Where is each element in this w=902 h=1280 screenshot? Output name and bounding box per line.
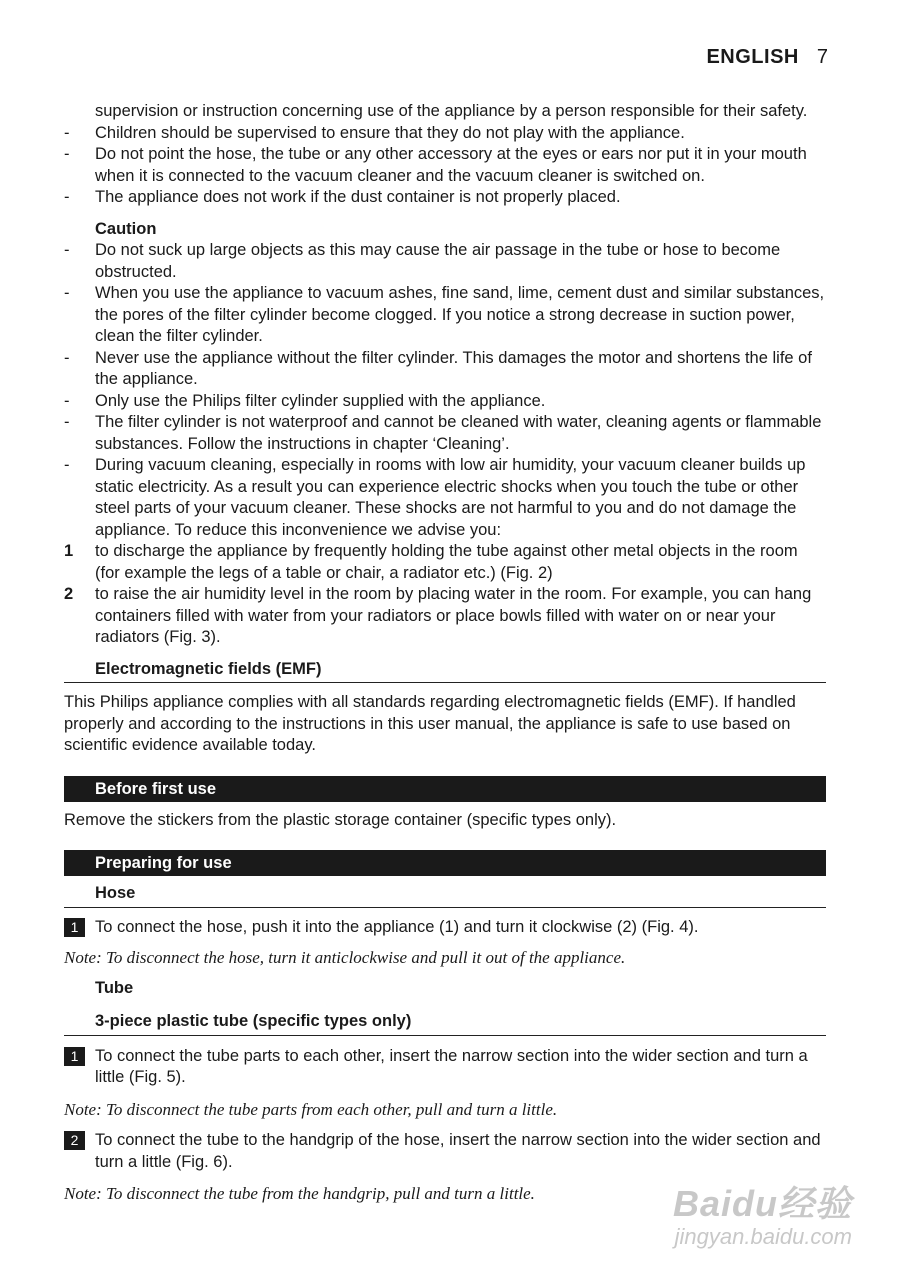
page-number: 7	[816, 46, 828, 68]
watermark-logo: Baidu经验	[672, 1183, 852, 1224]
dash-marker: -	[64, 145, 70, 163]
page-header	[706, 45, 828, 69]
numbered-item: 2 to raise the air humidity level in the room by placing water in the room. For example, you can hang containers filled with water from your radiators or place bowls filled with water on or near your radiators (Fig. 3).	[64, 585, 812, 646]
dash-marker: -	[64, 348, 70, 367]
page-content	[64, 101, 826, 1205]
emf-heading: Electromagnetic fields (EMF)	[64, 659, 826, 684]
emf-body: This Philips appliance complies with all standards regarding electromagnetic fields (EMF). If handled properly and according to the instructions in this user manual, the appliance is safe to use based on scientific evidence available today.	[64, 693, 796, 754]
dash-marker: -	[64, 241, 70, 259]
list-item: - Do not suck up large objects as this may cause the air passage in the tube or hose to become obstructed.	[64, 241, 781, 281]
hose-heading: Hose	[64, 883, 826, 908]
step-number-box: 1	[64, 918, 85, 937]
list-item: - Do not point the hose, the tube or any other accessory at the eyes or ears nor put it in your mouth when it is connected to the vacuum cleaner and the vacuum cleaner is switched on.	[64, 145, 807, 185]
dash-marker: -	[64, 188, 70, 206]
intro-continuation: supervision or instruction concerning use of the appliance by a person responsible for their safety.	[95, 102, 808, 120]
dash-marker: -	[64, 284, 70, 302]
tube-subheading: 3-piece plastic tube (specific types only)	[64, 1011, 826, 1036]
tube-step-2: 2 To connect the tube to the handgrip of the hose, insert the narrow section into the wider section and turn a little (Fig. 6).	[64, 1130, 826, 1173]
list-item: - Only use the Philips filter cylinder supplied with the appliance.	[64, 391, 826, 413]
dash-marker: -	[64, 123, 70, 142]
tube-note-1: Note: To disconnect the tube parts from each other, pull and turn a little.	[64, 1099, 558, 1119]
step-number-box: 1	[64, 1047, 85, 1066]
before-first-use-body: Remove the stickers from the plastic storage container (specific types only).	[64, 810, 617, 829]
hose-step: 1 To connect the hose, push it into the appliance (1) and turn it clockwise (2) (Fig. 4).	[64, 917, 826, 939]
list-item: - Never use the appliance without the filter cylinder. This damages the motor and shortens the life of the appliance.	[64, 348, 812, 388]
tube-note-2: Note: To disconnect the tube from the handgrip, pull and turn a little.	[64, 1184, 535, 1203]
caution-heading: Caution	[95, 219, 157, 238]
item-number: 1	[64, 542, 74, 560]
watermark-url: jingyan.baidu.com	[674, 1224, 852, 1249]
numbered-item: 1 to discharge the appliance by frequently holding the tube against other metal objects in the room (for example the legs of a table or chair, a radiator etc.) (Fig. 2)	[64, 542, 798, 582]
before-first-use-heading: Before first use	[64, 776, 826, 802]
language-label: ENGLISH	[706, 46, 799, 68]
list-item: - The appliance does not work if the dust container is not properly placed.	[64, 187, 826, 209]
step-number-box: 2	[64, 1131, 85, 1150]
hose-note: Note: To disconnect the hose, turn it anticlockwise and pull it out of the appliance.	[64, 948, 626, 967]
list-item: - During vacuum cleaning, especially in rooms with low air humidity, your vacuum cleaner builds up static electricity. As a result you can experience electric shocks when you touch the tube or other steel parts of your vacuum cleaner. These shocks are not harmful to you and do not damage the appliance. To reduce this inconvenience we advise you:	[64, 456, 806, 539]
preparing-heading: Preparing for use	[64, 850, 826, 876]
list-item: - The filter cylinder is not waterproof and cannot be cleaned with water, cleaning agents or flammable substances. Follow the instructions in chapter ‘Cleaning’.	[64, 413, 822, 453]
item-number: 2	[64, 585, 74, 603]
dash-marker: -	[64, 413, 70, 431]
list-item: - Children should be supervised to ensure that they do not play with the appliance.	[64, 123, 826, 145]
tube-step-1: 1 To connect the tube parts to each other, insert the narrow section into the wider section and turn a little (Fig. 5).	[64, 1046, 826, 1089]
dash-marker: -	[64, 391, 70, 410]
list-item: - When you use the appliance to vacuum ashes, fine sand, lime, cement dust and similar substances, the pores of the filter cylinder become clogged. If you notice a strong decrease in suction power, clean the filter cylinder.	[64, 284, 825, 345]
tube-heading: Tube	[95, 978, 134, 997]
dash-marker: -	[64, 456, 70, 474]
